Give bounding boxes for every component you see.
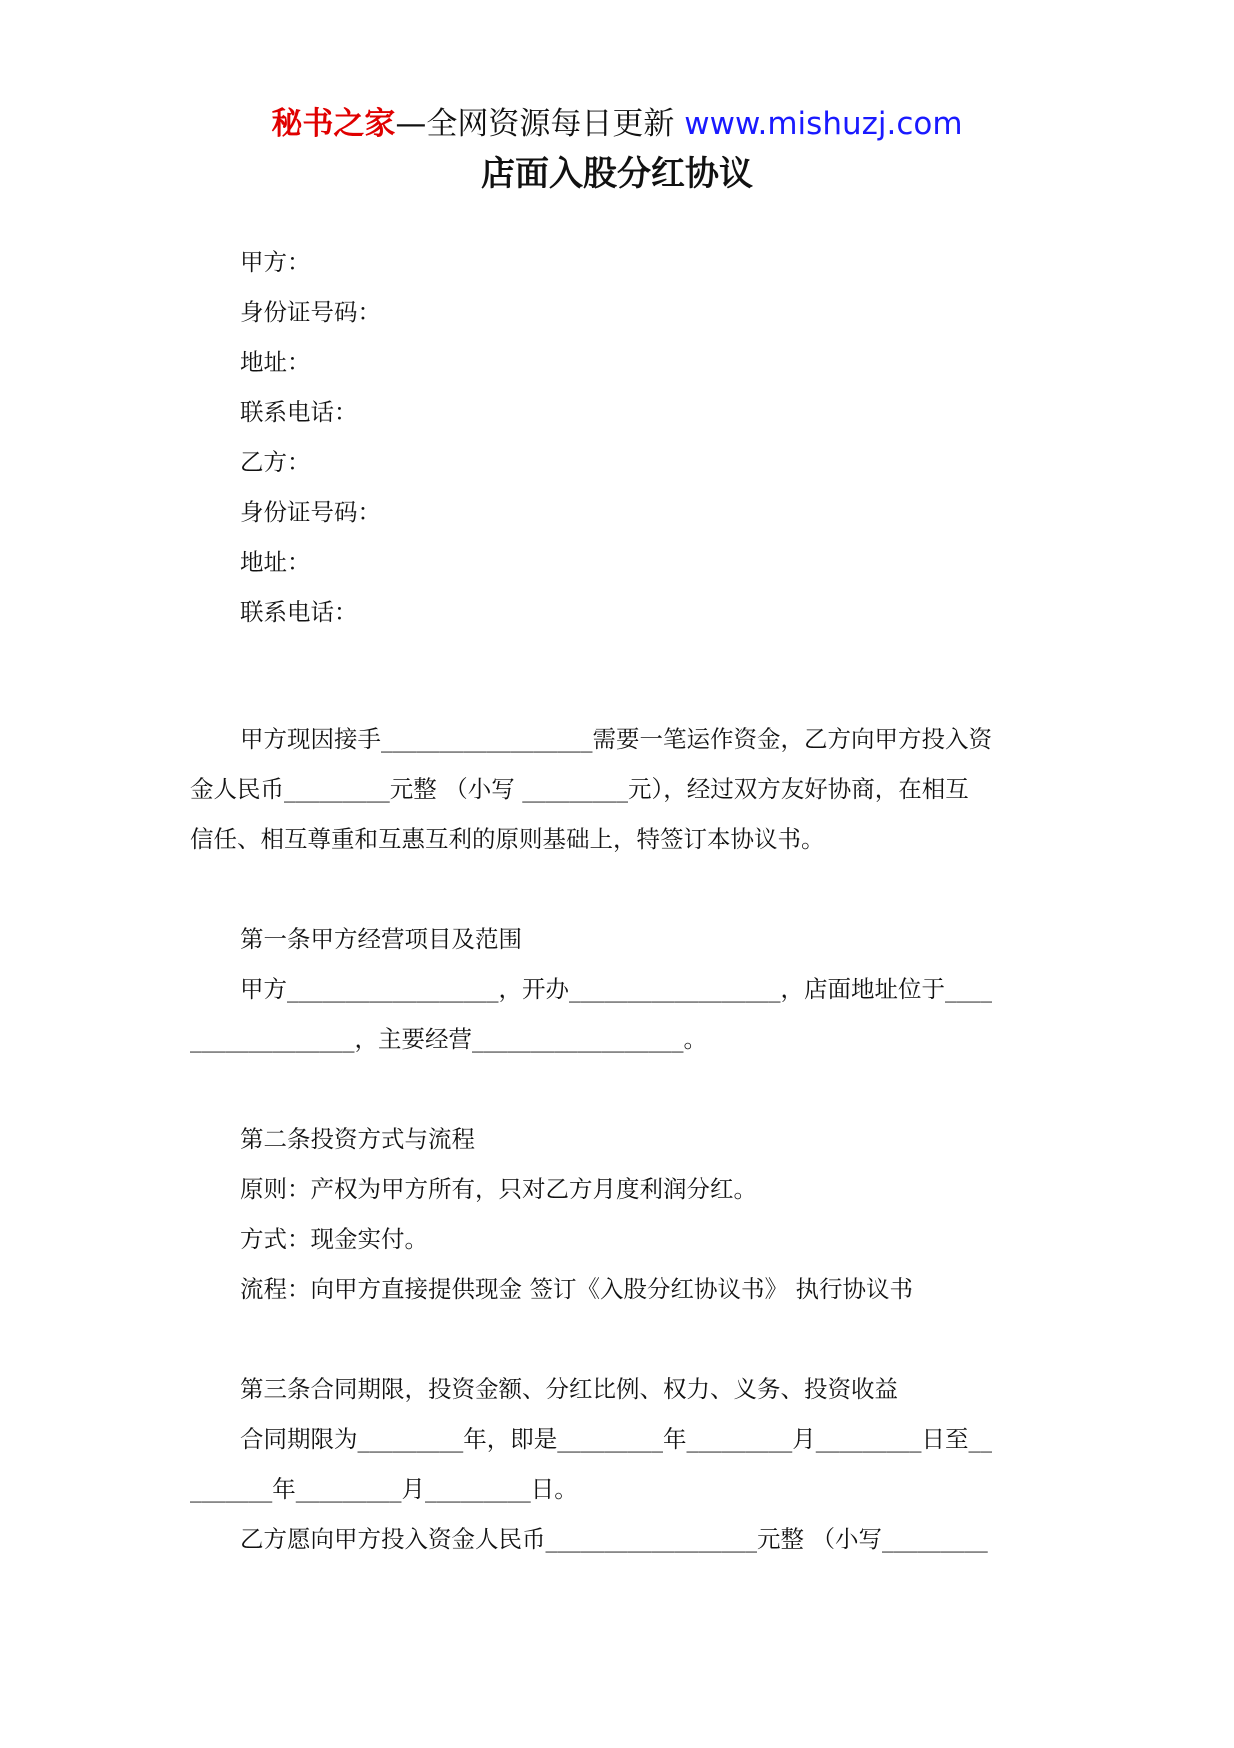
preamble-line: 甲方现因接手__________________需要一笔运作资金，乙方向甲方投入资 xyxy=(240,725,992,753)
article2-line: 方式：现金实付。 xyxy=(240,1225,428,1253)
article3-line: 合同期限为_________年，即是_________年_________月_________日至__ xyxy=(240,1425,992,1453)
party-a-address-label: 地址： xyxy=(240,348,311,376)
article1-line: ______________，主要经营__________________。 xyxy=(190,1025,707,1053)
site-banner xyxy=(0,104,1234,144)
banner-brand: 秘书之家 xyxy=(271,106,396,142)
article2-heading: 第二条投资方式与流程 xyxy=(240,1125,475,1153)
document-title: 店面入股分红协议 xyxy=(481,154,753,194)
party-b-id-label: 身份证号码： xyxy=(240,498,381,526)
article3-heading: 第三条合同期限，投资金额、分红比例、权力、义务、投资收益 xyxy=(240,1375,898,1403)
article3-line: 乙方愿向甲方投入资金人民币__________________元整 （小写_________ xyxy=(240,1525,988,1553)
party-a-id-label: 身份证号码： xyxy=(240,298,381,326)
article2-line: 原则：产权为甲方所有，只对乙方月度利润分红。 xyxy=(240,1175,757,1203)
article3-line: _______年_________月_________日。 xyxy=(190,1475,578,1503)
party-b-phone-label: 联系电话： xyxy=(240,598,358,626)
party-a-phone-label: 联系电话： xyxy=(240,398,358,426)
article1-line: 甲方__________________，开办__________________，店面地址位于____ xyxy=(240,975,992,1003)
party-b-name-label: 乙方： xyxy=(240,448,311,476)
banner-slogan: —全网资源每日更新 xyxy=(395,106,675,142)
party-a-name-label: 甲方： xyxy=(240,248,311,276)
banner-url-link[interactable]: www.mishuzj.com xyxy=(684,106,963,142)
article1-heading: 第一条甲方经营项目及范围 xyxy=(240,925,522,953)
party-b-address-label: 地址： xyxy=(240,548,311,576)
article2-line: 流程：向甲方直接提供现金 签订《入股分红协议书》 执行协议书 xyxy=(240,1275,913,1303)
preamble-line: 金人民币_________元整 （小写 _________元），经过双方友好协商，在相互 xyxy=(190,775,969,803)
preamble-line: 信任、相互尊重和互惠互利的原则基础上，特签订本协议书。 xyxy=(190,825,825,853)
